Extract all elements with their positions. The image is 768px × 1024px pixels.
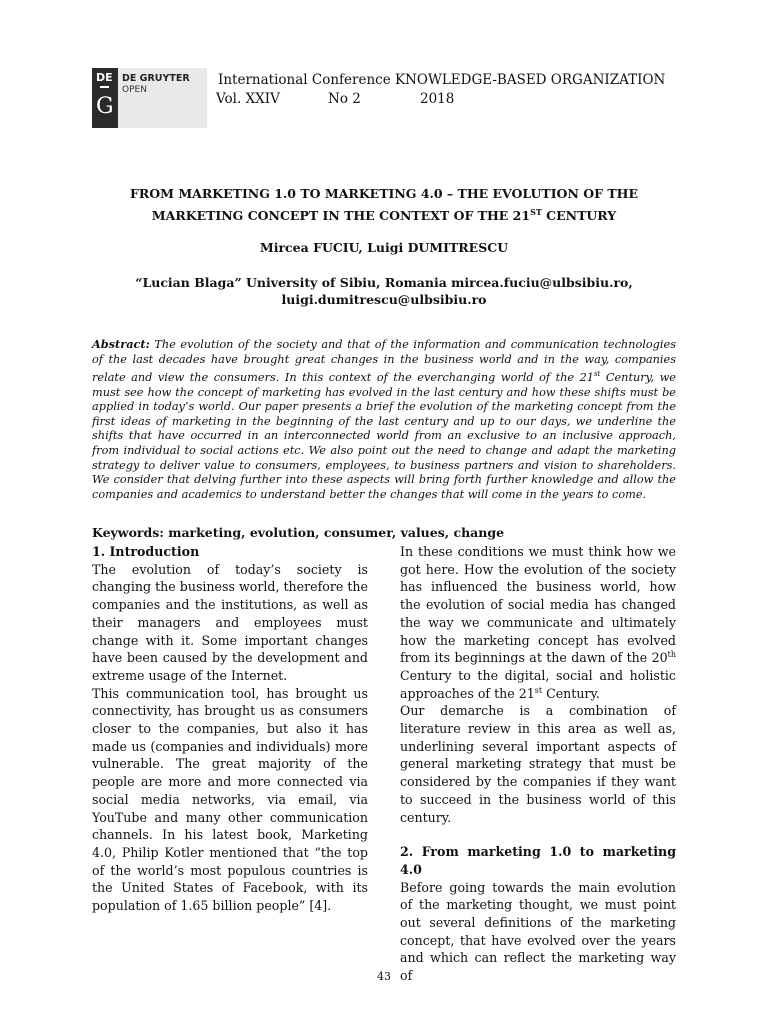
logo-sub: OPEN (122, 85, 147, 95)
volume: Vol. XXIV (216, 91, 280, 107)
right-p1-sup-1: th (667, 650, 676, 660)
abstract-text-1: The evolution of the society and that of the information and communication technologies of the last decades have brought great changes in the business world and in the way, companies relate and view the consumers. In this context of the everchanging world of the 21 (92, 338, 676, 384)
left-column (92, 543, 368, 915)
affiliation (92, 274, 676, 308)
title-line-2: MARKETING CONCEPT IN THE CONTEXT OF THE 21 (151, 208, 531, 224)
logo-mark-top: DE (96, 71, 113, 84)
issue-number: No 2 (328, 91, 361, 107)
abstract (92, 337, 676, 502)
right-paragraph-3: Before going towards the main evolution of the marketing thought, we must point out several definitions of the marketing concept, that have evolved over the years and which can reflect the marketing way of (400, 879, 676, 984)
right-p1-c: Century. (542, 685, 600, 701)
section-2-heading: 2. From marketing 1.0 to marketing 4.0 (400, 844, 676, 877)
paper-title (92, 184, 676, 225)
authors: Mircea FUCIU, Luigi DUMITRESCU (259, 240, 509, 255)
logo-mark-bottom: G (96, 94, 114, 119)
affiliation-line-1: “Lucian Blaga” University of Sibiu, Romania mircea.fuciu@ulbsibiu.ro, (135, 275, 633, 290)
right-paragraph-2: Our demarche is a combination of literature review in this area as well as, underlining several important aspects of general marketing strategy that must be considered by the companies if they want to succeed in the business world of this century. (400, 703, 676, 825)
logo-mark (92, 68, 118, 128)
page-number: 43 (377, 970, 391, 983)
intro-paragraph-1: The evolution of today’s society is changing the business world, therefore the companies and the institutions, as well as their managers and employees must change with it. Some important changes have been caused by the development and extreme usage of the Internet. (92, 561, 368, 683)
abstract-text-2: Century, we must see how the concept of marketing has evolved in the last century and how these shifts must be applied in today’s world. Our paper presents a brief the evolution of the marketing concept from the first ideas of marketing in the beginning of the last century and up to our days, we underline the shifts that have occurred in an interconnected world from an exclusive to an inclusive approach, from individual to social actions etc. We also point out the need to change and adapt the marketing strategy to deliver value to consumers, employees, to business partners and vision to shareholders. We consider that delving further into these aspects will bring forth further knowledge and allow the companies and academics to understand better the changes that will come in the years to come. (92, 370, 676, 501)
right-p1-sup-2: st (534, 685, 543, 695)
logo-mark-dash (100, 86, 109, 88)
title-line-1: FROM MARKETING 1.0 TO MARKETING 4.0 – THE EVOLUTION OF THE (130, 186, 638, 201)
abstract-label: Abstract: (92, 337, 150, 351)
abstract-superscript: st (593, 370, 601, 379)
section-1-heading: 1. Introduction (92, 544, 200, 559)
keywords: Keywords: marketing, evolution, consumer, values, change (92, 525, 505, 540)
title-superscript: ST (530, 207, 542, 217)
affiliation-line-2: luigi.dumitrescu@ulbsibiu.ro (281, 292, 487, 307)
publisher-logo (92, 68, 207, 128)
title-line-2-end: CENTURY (541, 208, 617, 224)
logo-name: DE GRUYTER (122, 73, 190, 84)
conference-name: International Conference KNOWLEDGE-BASED ORGANIZATION (218, 72, 666, 88)
volume-line (216, 91, 454, 107)
right-column (400, 543, 676, 985)
right-paragraph-1 (400, 543, 676, 702)
right-p1-b: Century to the digital, social and holistic approaches of the 21 (400, 667, 676, 701)
right-p1-a: In these conditions we must think how we got here. How the evolution of the society has influenced the business world, how the evolution of social media has changed the way we communicate and ultimately how the marketing concept has evolved from its beginnings at the dawn of the 20 (400, 544, 676, 666)
intro-paragraph-2: This communication tool, has brought us connectivity, has brought us as consumers closer to the companies, but also it has made us (companies and individuals) more vulnerable. The great majority of the people are more and more connected via social media networks, via email, via YouTube and many other communication channels. In his latest book, Marketing 4.0, Philip Kotler mentioned that “the top of the world’s most populous countries is the United States of Facebook, with its population of 1.65 billion people” [4]. (92, 685, 368, 914)
year: 2018 (420, 91, 455, 107)
